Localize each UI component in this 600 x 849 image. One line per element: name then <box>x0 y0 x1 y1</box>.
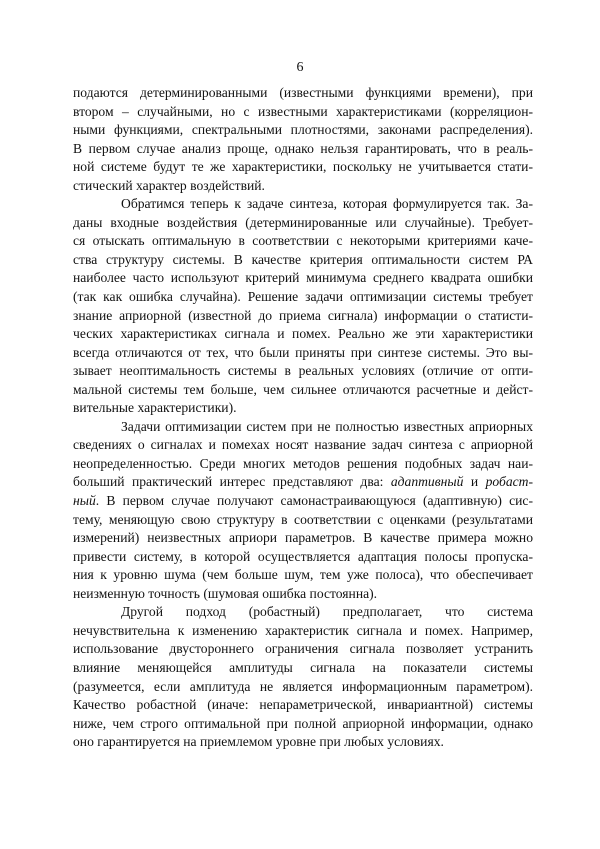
text-line: сведениях о сигналах и помехах носят название задач синтеза с априорной <box>73 437 533 453</box>
text-line: ными функциями, спектральными плотностями, законами распределения). <box>73 122 533 138</box>
text-line: подаются детерминированными (известными функциями времени), при <box>73 85 533 100</box>
paragraph <box>73 84 533 195</box>
text-line: привести систему, в которой осуществляется адаптация полосы пропуска- <box>73 548 533 564</box>
text-line: тему, меняющую свою структуру в соответствии с оценками (результатами <box>73 511 533 527</box>
text-line <box>73 473 533 492</box>
text-line: всегда отличаются от тех, что были приняты при синтезе системы. Это вы- <box>73 344 533 360</box>
text-line: наиболее часто используют критерий минимума среднего квадрата ошибки <box>73 270 533 286</box>
text-line: оно гарантируется на приемлемом уровне при любых условиях. <box>73 734 444 750</box>
italic-term: ный <box>73 493 96 509</box>
text-line: (разумеется, если амплитуда не является информационным параметром). <box>73 678 533 694</box>
text-line <box>73 492 533 511</box>
text-line: измерений) неизвестных априори параметров. В качестве примера можно <box>73 530 533 546</box>
page-number: 6 <box>296 60 304 75</box>
text-line: В первом случае анализ проще, однако нельзя гарантировать, что в реаль- <box>73 140 533 156</box>
paragraph <box>73 603 533 751</box>
text-line: мальной системы тем больше, чем сильнее отличаются расчетные и дейст- <box>73 381 533 397</box>
text-line: даны входные воздействия (детерминированные или случайные). Требует- <box>73 214 533 230</box>
text-line: знание априорной (известной до приема сигнала) информации о статисти- <box>73 307 533 323</box>
text-line: неизменную точность (шумовая ошибка постоянна). <box>73 585 378 601</box>
text-line: зывает неоптимальность системы в реальных условиях (отличие от опти- <box>73 363 533 379</box>
text-line: нечувствительна к изменению характеристик сигнала и помех. Например, <box>73 622 533 638</box>
text-line: вительные характеристики). <box>73 400 237 416</box>
text-line: ческих характеристиках сигнала и помех. Реально же эти характеристики <box>73 326 533 342</box>
text-line: ниже, чем строго оптимальной при полной априорной информации, однако <box>73 715 533 731</box>
text-line: использование двустороннего ограничения сигнала позволяет устранить <box>73 641 533 657</box>
text-line: Другой подход (робастный) предполагает, что система <box>121 604 533 620</box>
text-line: Обратимся теперь к задаче синтеза, которая формулируется так. За- <box>121 196 533 212</box>
text-segment: . В первом случае получают самонастраивающуюся (адаптивную) сис- <box>95 493 533 509</box>
italic-term: адаптивный <box>390 474 464 490</box>
paragraph <box>73 418 533 603</box>
text-segment: и <box>463 474 486 490</box>
text-line: ной системе будут те же характеристики, поскольку не учитывается стати- <box>73 159 533 175</box>
text-segment: больший практический интерес представляют два: <box>73 474 391 490</box>
text-line: Задачи оптимизации систем при не полностью известных априорных <box>121 418 533 434</box>
text-line: стический характер воздействий. <box>73 177 265 193</box>
text-line: ства структуру системы. В качестве критерия оптимальности систем РА <box>73 251 533 267</box>
paragraph <box>73 195 533 418</box>
text-line: (так как ошибка случайна). Решение задачи оптимизации системы требует <box>73 289 533 305</box>
text-line: ся отыскать оптимальную в соответствии с некоторыми критериями каче- <box>73 233 533 249</box>
text-line: ния к уровню шума (чем больше шум, тем уже полоса), что обеспечивает <box>73 567 533 583</box>
text-line: втором – случайными, но с известными характеристиками (корреляцион- <box>73 103 533 119</box>
italic-term: робаст- <box>485 474 533 490</box>
text-line: неопределенностью. Среди многих методов решения подобных задач наи- <box>73 455 533 471</box>
text-line: Качество робастной (иначе: непараметрической, инвариантной) системы <box>73 697 533 713</box>
body-text <box>73 84 533 752</box>
text-line: влияние меняющейся амплитуды сигнала на показатели системы <box>73 659 533 675</box>
